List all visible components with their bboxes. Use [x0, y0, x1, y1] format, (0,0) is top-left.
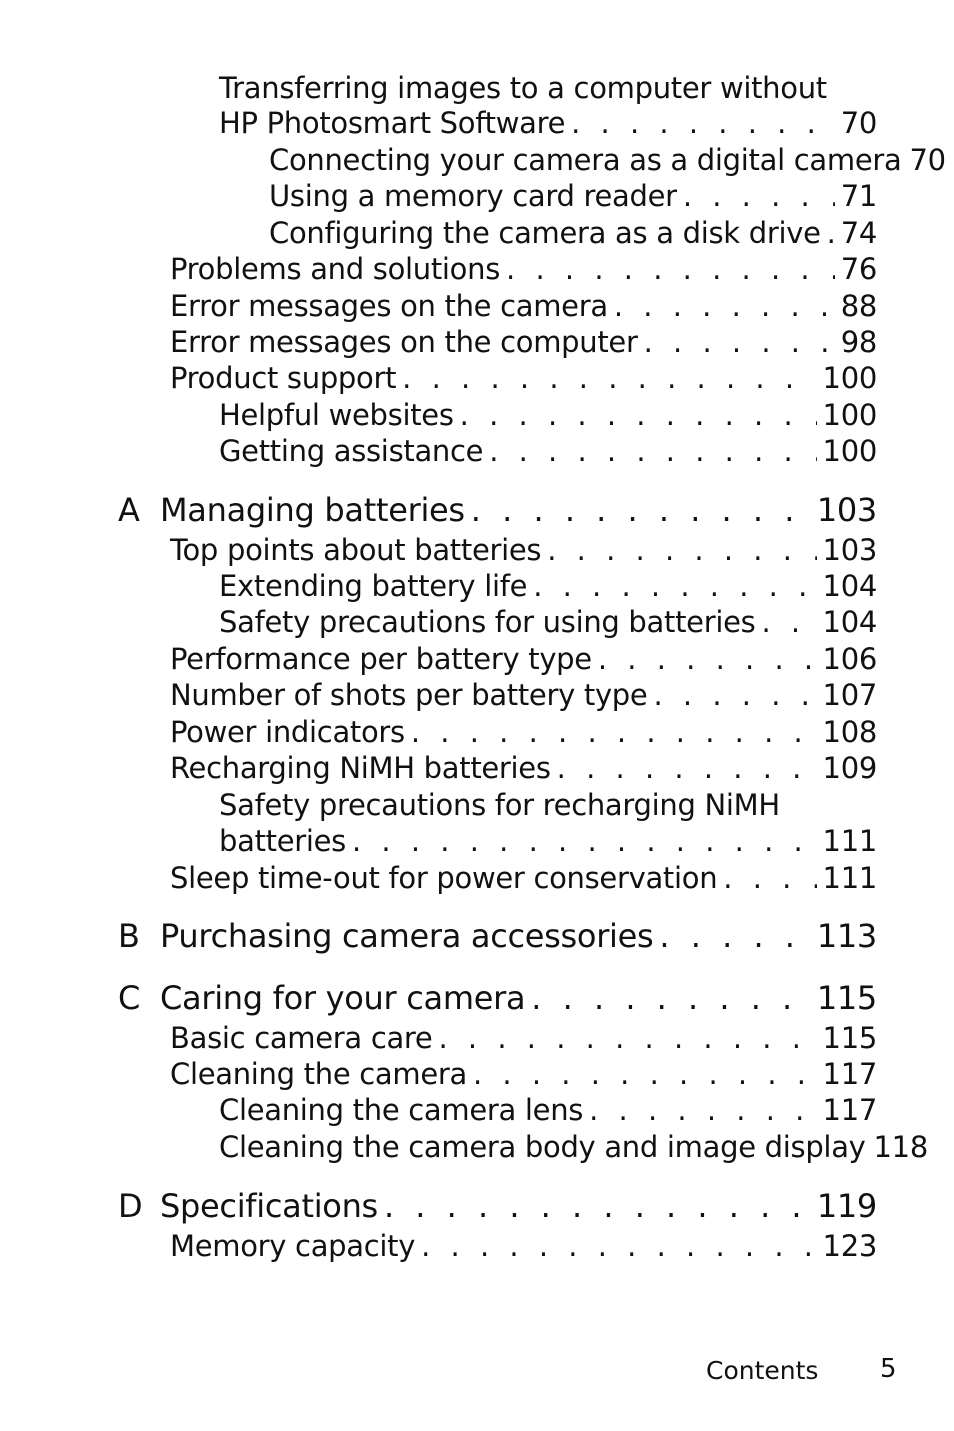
toc-entry-title: Power indicators — [170, 715, 405, 749]
toc-entry-row[interactable] — [269, 142, 946, 178]
toc-page-number: 88 — [840, 289, 877, 323]
dot-leader — [471, 490, 811, 530]
toc-entry-title: Getting assistance — [219, 434, 484, 468]
toc-entry-title: Error messages on the computer — [170, 325, 638, 359]
toc-entry-title: Performance per battery type — [170, 642, 592, 676]
toc-page-number: 104 — [822, 569, 877, 603]
toc-entry-title: Safety precautions for using batteries — [219, 605, 756, 639]
toc-page-number: 117 — [822, 1057, 877, 1091]
toc-entry-title: Top points about batteries — [170, 533, 542, 567]
toc-entry-title: Memory capacity — [170, 1229, 416, 1263]
toc-entry-title: Helpful websites — [219, 398, 454, 432]
toc-page-number: 104 — [822, 605, 877, 639]
toc-entry-row[interactable] — [219, 433, 877, 469]
toc-entry-title: Sleep time-out for power conservation — [170, 861, 718, 895]
toc-entry-title: Cleaning the camera lens — [219, 1093, 584, 1127]
chapter-letter: C — [118, 979, 141, 1017]
toc-entry-row[interactable] — [170, 1056, 877, 1092]
toc-entry-row[interactable] — [170, 1020, 877, 1056]
toc-page-number: 100 — [822, 398, 877, 432]
dot-leader — [644, 324, 835, 360]
toc-page-number: 115 — [816, 979, 877, 1017]
toc-entry-title: Product support — [170, 361, 397, 395]
dot-leader — [598, 641, 817, 677]
dot-leader — [589, 1092, 816, 1128]
footer-section-label: Contents — [706, 1356, 819, 1385]
dot-leader — [761, 604, 816, 640]
toc-page-number: 118 — [873, 1130, 928, 1164]
toc-entry-row[interactable] — [170, 714, 877, 750]
toc-entry-row[interactable] — [219, 568, 877, 604]
toc-entry-row[interactable] — [170, 324, 877, 360]
toc-chapter-row[interactable] — [118, 916, 877, 956]
toc-page-number: 115 — [822, 1021, 877, 1055]
dot-leader — [506, 251, 835, 287]
dot-leader — [531, 978, 811, 1018]
toc-entry-row[interactable] — [170, 360, 877, 396]
dot-leader — [352, 823, 817, 859]
dot-leader — [489, 433, 816, 469]
toc-page-number: 76 — [840, 252, 877, 286]
toc-entry-row[interactable] — [170, 860, 877, 896]
dot-leader — [827, 215, 835, 251]
toc-page-number: 113 — [816, 917, 877, 955]
toc-page-number: 70 — [840, 106, 877, 140]
toc-entry-title: Connecting your camera as a digital camera — [269, 143, 902, 177]
toc-page-number: 108 — [822, 715, 877, 749]
toc-entry-title: Basic camera care — [170, 1021, 433, 1055]
toc-entry-row[interactable] — [170, 1228, 877, 1264]
toc-entry-row[interactable] — [219, 604, 877, 640]
toc-page-number: 100 — [822, 434, 877, 468]
toc-entry-row[interactable] — [219, 397, 877, 433]
toc-page-number: 111 — [822, 824, 877, 858]
toc-entry-title: HP Photosmart Software — [219, 106, 566, 140]
toc-page-number: 106 — [822, 642, 877, 676]
dot-leader — [659, 916, 810, 956]
toc-entry-row[interactable] — [170, 677, 877, 713]
dot-leader — [533, 568, 816, 604]
toc-entry-title: Error messages on the camera — [170, 289, 608, 323]
toc-entry-row[interactable] — [269, 178, 877, 214]
toc-entry-title: Cleaning the camera — [170, 1057, 467, 1091]
toc-entry-title: Specifications — [160, 1187, 378, 1225]
dot-leader — [421, 1228, 816, 1264]
dot-leader — [683, 178, 835, 214]
dot-leader — [614, 288, 835, 324]
toc-entry-title: Number of shots per battery type — [170, 678, 648, 712]
toc-page-number: 117 — [822, 1093, 877, 1127]
toc-page-number: 103 — [822, 533, 877, 567]
chapter-letter: B — [118, 917, 140, 955]
toc-chapter-row[interactable] — [118, 490, 877, 530]
toc-entry-row[interactable] — [219, 1129, 928, 1165]
toc-page-number: 100 — [822, 361, 877, 395]
toc-page-number: 109 — [822, 751, 877, 785]
toc-chapter-row[interactable] — [118, 978, 877, 1018]
dot-leader — [653, 677, 816, 713]
dot-leader — [571, 105, 835, 141]
toc-entry-title: Configuring the camera as a disk drive — [269, 216, 821, 250]
dot-leader — [402, 360, 816, 396]
footer-page-number: 5 — [880, 1354, 897, 1384]
toc-page-number: 71 — [840, 179, 877, 213]
toc-page-number: 123 — [822, 1229, 877, 1263]
chapter-letter: A — [118, 491, 140, 529]
dot-leader — [460, 397, 817, 433]
toc-entry-row[interactable] — [170, 750, 877, 786]
toc-entry-title: Managing batteries — [160, 491, 465, 529]
toc-entry-title: Cleaning the camera body and image display — [219, 1130, 866, 1164]
toc-chapter-row[interactable] — [118, 1186, 877, 1226]
toc-page-number: 74 — [840, 216, 877, 250]
dot-leader — [473, 1056, 817, 1092]
dot-leader — [557, 750, 817, 786]
toc-page-number: 107 — [822, 678, 877, 712]
dot-leader — [723, 860, 816, 896]
toc-page-number: 98 — [840, 325, 877, 359]
toc-entry-row[interactable] — [269, 215, 877, 251]
toc-entry-row[interactable] — [219, 1092, 877, 1128]
toc-entry-title: Caring for your camera — [160, 979, 526, 1017]
toc-entry-title: Extending battery life — [219, 569, 528, 603]
toc-entry-title: Using a memory card reader — [269, 179, 677, 213]
toc-page-number: 119 — [816, 1187, 877, 1225]
toc-entry-row[interactable] — [170, 251, 877, 287]
toc-entry-row[interactable] — [219, 823, 877, 859]
toc-page-number: 111 — [822, 861, 877, 895]
toc-entry-row[interactable] — [219, 105, 877, 141]
dot-leader — [547, 532, 816, 568]
toc-entry-title: Safety precautions for recharging NiMH — [219, 788, 780, 822]
toc-entry-row[interactable] — [170, 288, 877, 324]
toc-entry-title: Problems and solutions — [170, 252, 501, 286]
toc-page-number: 103 — [816, 491, 877, 529]
chapter-letter: D — [118, 1187, 143, 1225]
toc-entry-row[interactable] — [170, 532, 877, 568]
toc-page-number: 70 — [909, 143, 946, 177]
toc-entry-row[interactable] — [170, 641, 877, 677]
toc-entry-title: Transferring images to a computer without — [219, 71, 827, 105]
toc-entry-title: batteries — [219, 824, 346, 858]
toc-entry-title: Recharging NiMH batteries — [170, 751, 551, 785]
dot-leader — [384, 1186, 811, 1226]
dot-leader — [438, 1020, 816, 1056]
dot-leader — [411, 714, 817, 750]
toc-entry-title: Purchasing camera accessories — [160, 917, 654, 955]
